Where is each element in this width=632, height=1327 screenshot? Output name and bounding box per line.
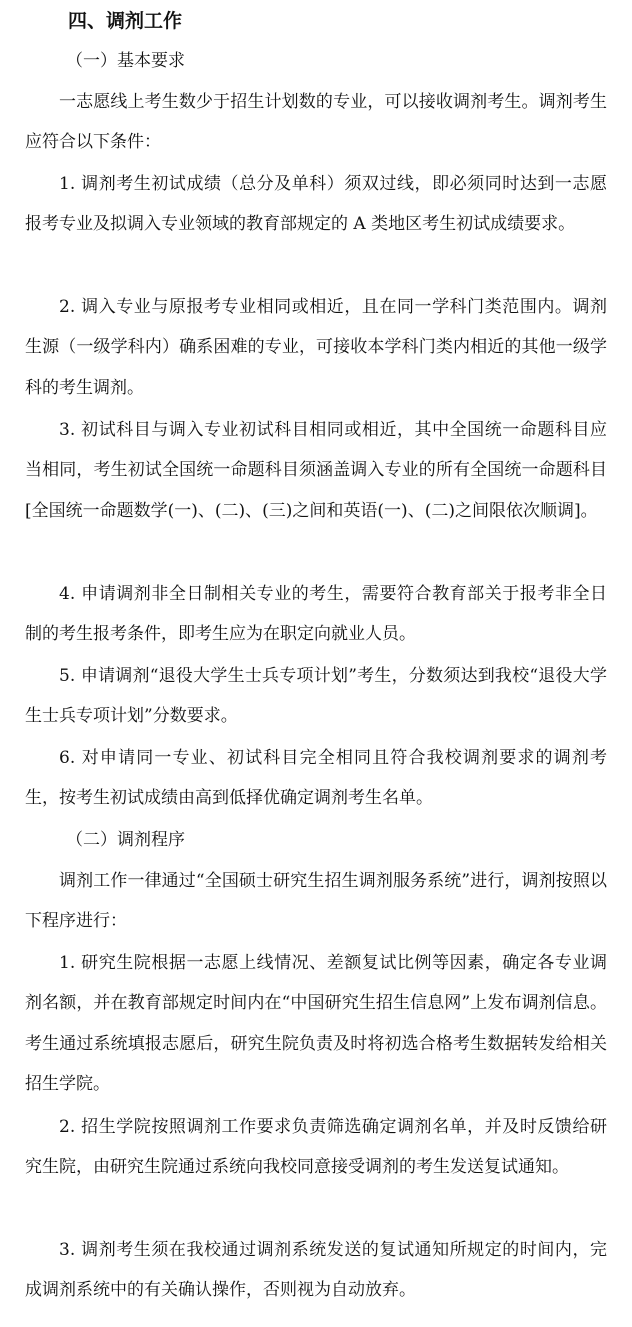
basic-item-6: 6. 对申请同一专业、初试科目完全相同且符合我校调剂要求的调剂考生，按考生初试成绩由高到低择优确定调剂考生名单。 bbox=[25, 748, 607, 809]
basic-intro-paragraph: 一志愿线上考生数少于招生计划数的专业，可以接收调剂考生。调剂考生应符合以下条件： bbox=[25, 92, 607, 153]
procedure-item-2: 2. 招生学院按照调剂工作要求负责筛选确定调剂名单，并及时反馈给研究生院，由研究生院通过系统向我校同意接受调剂的考生发送复试通知。 bbox=[25, 1117, 607, 1178]
section-heading: 四、调剂工作 bbox=[68, 10, 183, 32]
procedure-item-3: 3. 调剂考生须在我校通过调剂系统发送的复试通知所规定的时间内，完成调剂系统中的有关确认操作，否则视为自动放弃。 bbox=[25, 1240, 607, 1301]
procedure-item-1: 1. 研究生院根据一志愿上线情况、差额复试比例等因素，确定各专业调剂名额，并在教育部规定时间内在“中国研究生招生信息网”上发布调剂信息。考生通过系统填报志愿后，研究生院负责及时将初选合格考生数据转发给相关招生学院。 bbox=[25, 953, 607, 1094]
basic-item-3: 3. 初试科目与调入专业初试科目相同或相近，其中全国统一命题科目应当相同，考生初试全国统一命题科目须涵盖调入专业的所有全国统一命题科目[全国统一命题数学(一)、(二)、(三)之间和英语(一)、(二)之间限依次顺调]。 bbox=[25, 420, 607, 521]
procedure-intro-paragraph: 调剂工作一律通过“全国硕士研究生招生调剂服务系统”进行，调剂按照以下程序进行： bbox=[25, 871, 607, 932]
basic-item-4: 4. 申请调剂非全日制相关专业的考生，需要符合教育部关于报考非全日制的考生报考条件，即考生应为在职定向就业人员。 bbox=[25, 584, 607, 645]
basic-item-5: 5. 申请调剂“退役大学生士兵专项计划”考生，分数须达到我校“退役大学生士兵专项计划”分数要求。 bbox=[25, 666, 607, 727]
basic-item-1: 1. 调剂考生初试成绩（总分及单科）须双过线，即必须同时达到一志愿报考专业及拟调入专业领域的教育部规定的 A 类地区考生初试成绩要求。 bbox=[25, 174, 607, 235]
subsection-heading-procedure: （二）调剂程序 bbox=[66, 830, 185, 850]
subsection-heading-basic: （一）基本要求 bbox=[66, 51, 185, 71]
basic-item-2: 2. 调入专业与原报考专业相同或相近，且在同一学科门类范围内。调剂生源（一级学科内）确系困难的专业，可接收本学科门类内相近的其他一级学科的考生调剂。 bbox=[25, 297, 607, 398]
